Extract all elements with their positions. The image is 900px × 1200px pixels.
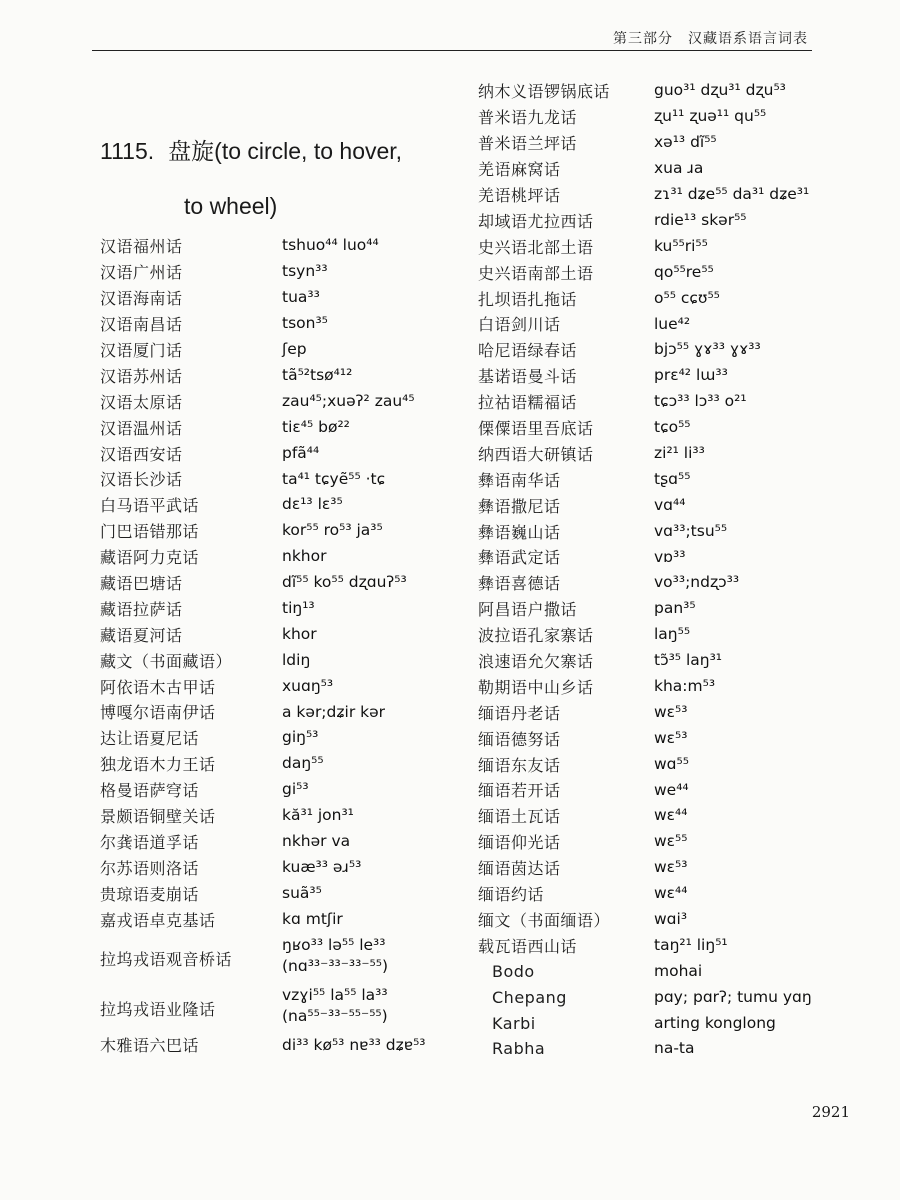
- transcription: [282, 313, 328, 334]
- language-label: 纳西语大研镇话: [478, 444, 594, 464]
- transcription: [654, 624, 690, 645]
- language-label: 波拉语孔家寨话: [478, 626, 594, 646]
- transcription-line: kă³¹ jon³¹: [282, 806, 354, 825]
- transcription-line: khor: [282, 624, 317, 643]
- list-item: [478, 1010, 858, 1036]
- transcription: [654, 210, 747, 231]
- list-item: [478, 466, 858, 492]
- transcription-line: wɛ⁵⁵: [654, 832, 688, 851]
- transcription-line: tɕo⁵⁵: [654, 418, 691, 437]
- list-item: [100, 854, 470, 880]
- transcription: [654, 1013, 776, 1034]
- transcription-line: tɕɔ³³ lɔ³³ o²¹: [654, 392, 747, 411]
- list-item: [478, 1036, 858, 1062]
- language-label: 汉语太原话: [100, 392, 183, 412]
- list-item: [478, 907, 858, 933]
- list-item: [100, 570, 470, 596]
- list-item: [478, 725, 858, 751]
- left-entry-list: [100, 233, 470, 1058]
- transcription: [282, 753, 324, 774]
- transcription: [654, 314, 690, 335]
- language-label: 勒期语中山乡话: [478, 677, 594, 697]
- transcription-line: lue⁴²: [654, 314, 691, 333]
- language-label: 藏语拉萨话: [100, 599, 183, 619]
- transcription: [654, 391, 747, 412]
- language-label: 彝语武定话: [478, 548, 561, 568]
- transcription-line: kor⁵⁵ ro⁵³ ja³⁵: [282, 521, 383, 540]
- list-item: [100, 906, 470, 932]
- language-label: 汉语西安话: [100, 444, 183, 464]
- transcription-line: wɑi³: [654, 909, 688, 928]
- transcription-line: tʂɑ⁵⁵: [654, 469, 691, 488]
- transcription-line: kha:m⁵³: [654, 676, 716, 695]
- transcription-line: arting konglong: [654, 1013, 776, 1032]
- language-label: 普米语兰坪话: [478, 134, 578, 154]
- language-label: 普米语九龙话: [478, 108, 578, 128]
- running-header: 第三部分 汉藏语系语言词表: [613, 31, 808, 47]
- list-item: [478, 415, 858, 441]
- transcription: [282, 261, 328, 282]
- transcription-line: ta⁴¹ tɕyẽ⁵⁵ ·tɕ: [282, 469, 386, 488]
- list-item: [100, 414, 470, 440]
- transcription-line: daŋ⁵⁵: [282, 754, 324, 773]
- list-item: [100, 803, 470, 829]
- language-label: 汉语海南话: [100, 289, 183, 309]
- transcription: [282, 676, 333, 697]
- right-column: [478, 78, 858, 1062]
- list-item: [100, 440, 470, 466]
- transcription: [654, 262, 714, 283]
- language-label: 缅语若开话: [478, 781, 561, 801]
- list-item: [478, 311, 858, 337]
- list-item: [478, 673, 858, 699]
- transcription: [654, 857, 687, 878]
- transcription-line: o⁵⁵ cɕʊ⁵⁵: [654, 288, 720, 307]
- list-item: [478, 648, 858, 674]
- transcription: [654, 469, 690, 490]
- transcription: [654, 1038, 695, 1059]
- list-item: [100, 518, 470, 544]
- list-item: [478, 518, 858, 544]
- transcription: [282, 727, 318, 748]
- language-label: 史兴语南部土语: [478, 263, 594, 283]
- transcription: [282, 985, 388, 1027]
- transcription: [654, 443, 705, 464]
- language-label: 拉祜语糯福话: [478, 393, 578, 413]
- language-label: 缅语丹老话: [478, 703, 561, 723]
- list-item: [100, 466, 470, 492]
- language-label: 博嘎尔语南伊话: [100, 703, 216, 723]
- transcription-line: kuæ³³ əɹ⁵³: [282, 857, 362, 876]
- transcription: [282, 417, 350, 438]
- left-column: [100, 140, 470, 1058]
- transcription-line: xə¹³ dĩ⁵⁵: [654, 133, 717, 152]
- transcription: [282, 805, 354, 826]
- transcription-line: wɛ⁵³: [654, 702, 688, 721]
- list-item: [100, 982, 470, 1032]
- transcription: [282, 1035, 426, 1056]
- transcription: [654, 288, 720, 309]
- transcription: [282, 235, 379, 256]
- language-label: 拉坞戎语观音桥话: [100, 950, 233, 970]
- transcription-line: tã⁵²tsø⁴¹²: [282, 365, 353, 384]
- transcription: [654, 702, 687, 723]
- transcription-line: zau⁴⁵;xuəʔ² zau⁴⁵: [282, 391, 415, 410]
- list-item: [478, 855, 858, 881]
- transcription-line: bjɔ⁵⁵ ɣɤ³³ ɣɤ³³: [654, 340, 761, 359]
- transcription-line: tson³⁵: [282, 314, 328, 333]
- list-item: [478, 337, 858, 363]
- language-label: 史兴语北部土语: [478, 237, 594, 257]
- list-item: [100, 492, 470, 518]
- transcription-line: tua³³: [282, 288, 320, 307]
- language-label: 扎坝语扎拖话: [478, 289, 578, 309]
- transcription: [654, 728, 687, 749]
- transcription: [282, 494, 343, 515]
- transcription-line: tɔ̃³⁵ laŋ³¹: [654, 651, 723, 670]
- transcription-line: wɛ⁴⁴: [654, 806, 688, 825]
- language-label: 缅语土瓦话: [478, 807, 561, 827]
- language-label: 汉语厦门话: [100, 341, 183, 360]
- transcription: [282, 339, 307, 360]
- transcription-line: (na⁵⁵⁻³³⁻⁵⁵⁻⁵⁵): [282, 1006, 388, 1025]
- list-item: [100, 751, 470, 777]
- transcription-line: kɑ mtʃir: [282, 909, 343, 928]
- transcription-line: wɛ⁵³: [654, 858, 688, 877]
- language-label: 彝语南华话: [478, 470, 561, 490]
- list-item: [100, 621, 470, 647]
- list-item: [478, 440, 858, 466]
- language-label: 基诺语曼斗话: [478, 367, 578, 387]
- language-label: 白语剑川话: [478, 315, 561, 335]
- transcription: [654, 650, 722, 671]
- transcription: [282, 857, 361, 878]
- transcription: [654, 521, 727, 542]
- list-item: [100, 880, 470, 906]
- transcription: [282, 831, 350, 852]
- language-label: 汉语南昌话: [100, 315, 183, 335]
- transcription: [654, 132, 717, 153]
- list-item: [478, 182, 858, 208]
- language-label: 缅语约话: [478, 885, 545, 905]
- transcription-line: prɛ⁴² lɯ³³: [654, 366, 728, 385]
- language-label: 景颇语铜壁关话: [100, 807, 216, 827]
- transcription: [282, 909, 343, 930]
- transcription-line: tiŋ¹³: [282, 598, 315, 617]
- transcription-line: pɑy; pɑrʔ; tumu yɑŋ: [654, 987, 812, 1006]
- entry-number: 1115.: [100, 138, 155, 164]
- transcription-line: ldiŋ: [282, 650, 311, 669]
- transcription: [654, 495, 685, 516]
- transcription: [282, 702, 385, 723]
- page-number: 2921: [811, 1103, 850, 1121]
- transcription-line: na-ta: [654, 1039, 695, 1058]
- transcription: [654, 547, 685, 568]
- list-item: [478, 699, 858, 725]
- transcription-line: giŋ⁵³: [282, 728, 319, 747]
- transcription: [654, 158, 703, 179]
- transcription: [654, 80, 786, 101]
- language-label: 彝语喜德话: [478, 574, 561, 594]
- list-item: [100, 647, 470, 673]
- language-label: 阿昌语户撒话: [478, 600, 578, 620]
- transcription: [654, 676, 715, 697]
- transcription: [654, 184, 809, 205]
- transcription: [282, 443, 319, 464]
- transcription: [282, 598, 315, 619]
- transcription: [654, 754, 689, 775]
- list-item: [100, 699, 470, 725]
- transcription: [654, 831, 687, 852]
- language-label: 达让语夏尼话: [100, 729, 200, 749]
- list-item: [478, 78, 858, 104]
- transcription-line: nkhər va: [282, 831, 351, 850]
- transcription: [654, 572, 739, 593]
- list-item: [478, 881, 858, 907]
- transcription-line: vɑ³³;tsu⁵⁵: [654, 521, 728, 540]
- language-label: 汉语苏州话: [100, 366, 183, 386]
- transcription: [654, 780, 689, 801]
- language-label: 羌语桃坪话: [478, 186, 561, 205]
- list-item: [478, 544, 858, 570]
- transcription: [282, 572, 407, 593]
- language-label: 彝语撒尼话: [478, 496, 561, 516]
- transcription-line: rdie¹³ skər⁵⁵: [654, 210, 747, 229]
- transcription: [282, 650, 310, 671]
- transcription-line: zɿ³¹ dʑe⁵⁵ da³¹ dʑe³¹: [654, 185, 810, 204]
- list-item: [100, 777, 470, 803]
- list-item: [478, 285, 858, 311]
- transcription: [654, 598, 696, 619]
- transcription: [654, 883, 687, 904]
- list-item: [100, 595, 470, 621]
- transcription: [282, 883, 322, 904]
- language-label: Rabha: [492, 1039, 546, 1059]
- list-item: [478, 389, 858, 415]
- transcription: [282, 469, 385, 490]
- language-label: 藏语夏河话: [100, 625, 183, 645]
- language-label: 却域语尤拉西话: [478, 211, 594, 231]
- list-item: [100, 362, 470, 388]
- transcription-line: dĩ⁵⁵ ko⁵⁵ dʐɑuʔ⁵³: [282, 573, 407, 592]
- transcription-line: vɑ⁴⁴: [654, 495, 686, 514]
- transcription: [654, 909, 687, 930]
- language-label: 汉语福州话: [100, 237, 183, 257]
- list-item: [100, 673, 470, 699]
- transcription: [282, 546, 326, 567]
- transcription-line: di³³ kø⁵³ nɐ³³ dʑɐ⁵³: [282, 1035, 426, 1054]
- transcription: [282, 520, 383, 541]
- language-label: 嘉戎语卓克基话: [100, 910, 216, 930]
- language-label: Karbi: [492, 1013, 536, 1033]
- list-item: [100, 725, 470, 751]
- transcription-line: wɛ⁵³: [654, 728, 688, 747]
- list-item: [100, 285, 470, 311]
- list-item: [478, 492, 858, 518]
- list-item: [478, 130, 858, 156]
- transcription-line: ʃep: [282, 340, 307, 359]
- transcription-line: ʐu¹¹ ʐuə¹¹ qu⁵⁵: [654, 107, 767, 126]
- transcription-line: pan³⁵: [654, 599, 696, 618]
- list-item: [478, 751, 858, 777]
- transcription-line: xua ɹa: [654, 159, 704, 178]
- transcription: [654, 339, 761, 360]
- language-label: 贵琼语麦崩话: [100, 884, 200, 904]
- transcription-line: guo³¹ dʐu³¹ dʐu⁵³: [654, 81, 786, 100]
- list-item: [478, 233, 858, 259]
- transcription-line: vɒ³³: [654, 547, 686, 566]
- transcription-line: vo³³;ndʐɔ³³: [654, 573, 740, 592]
- transcription-line: tsyn³³: [282, 262, 328, 281]
- transcription-line: tshuo⁴⁴ luo⁴⁴: [282, 236, 379, 255]
- entry-title-line2: to wheel): [184, 193, 278, 219]
- language-label: 载瓦语西山话: [478, 936, 578, 956]
- language-label: 羌语麻窝话: [478, 160, 561, 180]
- transcription-line: vzɣi⁵⁵ la⁵⁵ la³³: [282, 986, 388, 1005]
- language-label: 缅语德努话: [478, 729, 561, 749]
- transcription: [282, 391, 415, 412]
- transcription-line: (nɑ³³⁻³³⁻³³⁻⁵⁵): [282, 956, 389, 975]
- list-item: [100, 337, 470, 363]
- list-item: [478, 803, 858, 829]
- transcription-line: tiɛ⁴⁵ bø²²: [282, 417, 350, 436]
- transcription: [654, 935, 728, 956]
- transcription: [654, 365, 728, 386]
- language-label: 汉语温州话: [100, 418, 183, 438]
- list-item: [100, 233, 470, 259]
- language-label: 浪速语允欠寨话: [478, 652, 594, 672]
- language-label: 藏文（书面藏语）: [100, 651, 233, 671]
- language-label: 傈僳语里吾底话: [478, 419, 594, 439]
- language-label: 独龙语木力王话: [100, 755, 216, 775]
- list-item: [478, 363, 858, 389]
- transcription-line: qo⁵⁵re⁵⁵: [654, 262, 714, 281]
- list-item: [478, 984, 858, 1010]
- language-label: 尔龚语道孚话: [100, 832, 200, 852]
- language-label: 汉语广州话: [100, 263, 183, 283]
- transcription-line: dɛ¹³ lɛ³⁵: [282, 495, 343, 514]
- transcription-line: ŋʁo³³ lə⁵⁵ le³³: [282, 936, 386, 955]
- list-item: [478, 622, 858, 648]
- transcription-line: pfã⁴⁴: [282, 443, 320, 462]
- language-label: 汉语长沙话: [100, 470, 183, 490]
- list-item: [478, 259, 858, 285]
- transcription-line: gi⁵³: [282, 780, 309, 799]
- language-label: 彝语巍山话: [478, 522, 561, 542]
- language-label: 门巴语错那话: [100, 522, 200, 542]
- transcription-line: laŋ⁵⁵: [654, 625, 691, 644]
- list-item: [100, 932, 470, 982]
- transcription: [282, 287, 320, 308]
- transcription: [654, 987, 812, 1008]
- transcription-line: suã³⁵: [282, 883, 322, 902]
- transcription: [654, 961, 702, 982]
- list-item: [478, 156, 858, 182]
- list-item: [100, 1032, 470, 1058]
- transcription: [654, 417, 691, 438]
- language-label: 白马语平武话: [100, 496, 200, 516]
- list-item: [100, 388, 470, 414]
- language-label: Chepang: [492, 987, 567, 1007]
- language-label: 格曼语萨穹话: [100, 781, 200, 801]
- language-label: 木雅语六巴话: [100, 1036, 200, 1056]
- list-item: [100, 544, 470, 570]
- transcription-line: we⁴⁴: [654, 780, 689, 799]
- right-entry-list: [478, 78, 858, 1062]
- list-item: [478, 570, 858, 596]
- language-label: 缅语东友话: [478, 755, 561, 775]
- language-label: 缅文（书面缅语）: [478, 910, 611, 930]
- transcription: [654, 805, 687, 826]
- transcription-line: wɛ⁴⁴: [654, 884, 688, 903]
- language-label: 拉坞戎语业隆话: [100, 1000, 216, 1020]
- header-rule: [92, 50, 812, 51]
- transcription: [282, 365, 352, 386]
- language-label: Bodo: [492, 961, 535, 981]
- transcription-line: wɑ⁵⁵: [654, 754, 689, 773]
- transcription-line: mohai: [654, 961, 703, 980]
- transcription: [654, 236, 708, 257]
- language-label: 缅语茵达话: [478, 859, 561, 879]
- transcription-line: taŋ²¹ liŋ⁵¹: [654, 935, 728, 954]
- transcription-line: xuɑŋ⁵³: [282, 676, 334, 695]
- list-item: [100, 311, 470, 337]
- language-label: 藏语阿力克话: [100, 548, 200, 568]
- transcription: [654, 106, 766, 127]
- entry-title-line1: 盘旋(to circle, to hover,: [168, 138, 403, 164]
- list-item: [478, 207, 858, 233]
- language-label: 尔苏语则洛话: [100, 858, 200, 878]
- transcription: [282, 935, 388, 977]
- entry-title: [100, 140, 470, 163]
- transcription-line: zi²¹ li³³: [654, 443, 705, 462]
- list-item: [478, 958, 858, 984]
- language-label: 纳木义语锣锅底话: [478, 82, 611, 102]
- list-item: [478, 829, 858, 855]
- language-label: 缅语仰光话: [478, 833, 561, 853]
- list-item: [478, 777, 858, 803]
- transcription-line: nkhor: [282, 547, 327, 566]
- transcription-line: a kər;dʑir kər: [282, 702, 385, 721]
- language-label: 藏语巴塘话: [100, 574, 183, 594]
- language-label: 阿依语木古甲话: [100, 677, 216, 697]
- list-item: [100, 828, 470, 854]
- list-item: [478, 596, 858, 622]
- list-item: [100, 259, 470, 285]
- transcription-line: ku⁵⁵ri⁵⁵: [654, 236, 708, 255]
- transcription: [282, 624, 317, 645]
- list-item: [478, 932, 858, 958]
- transcription: [282, 779, 309, 800]
- list-item: [478, 104, 858, 130]
- language-label: 哈尼语绿春话: [478, 341, 578, 361]
